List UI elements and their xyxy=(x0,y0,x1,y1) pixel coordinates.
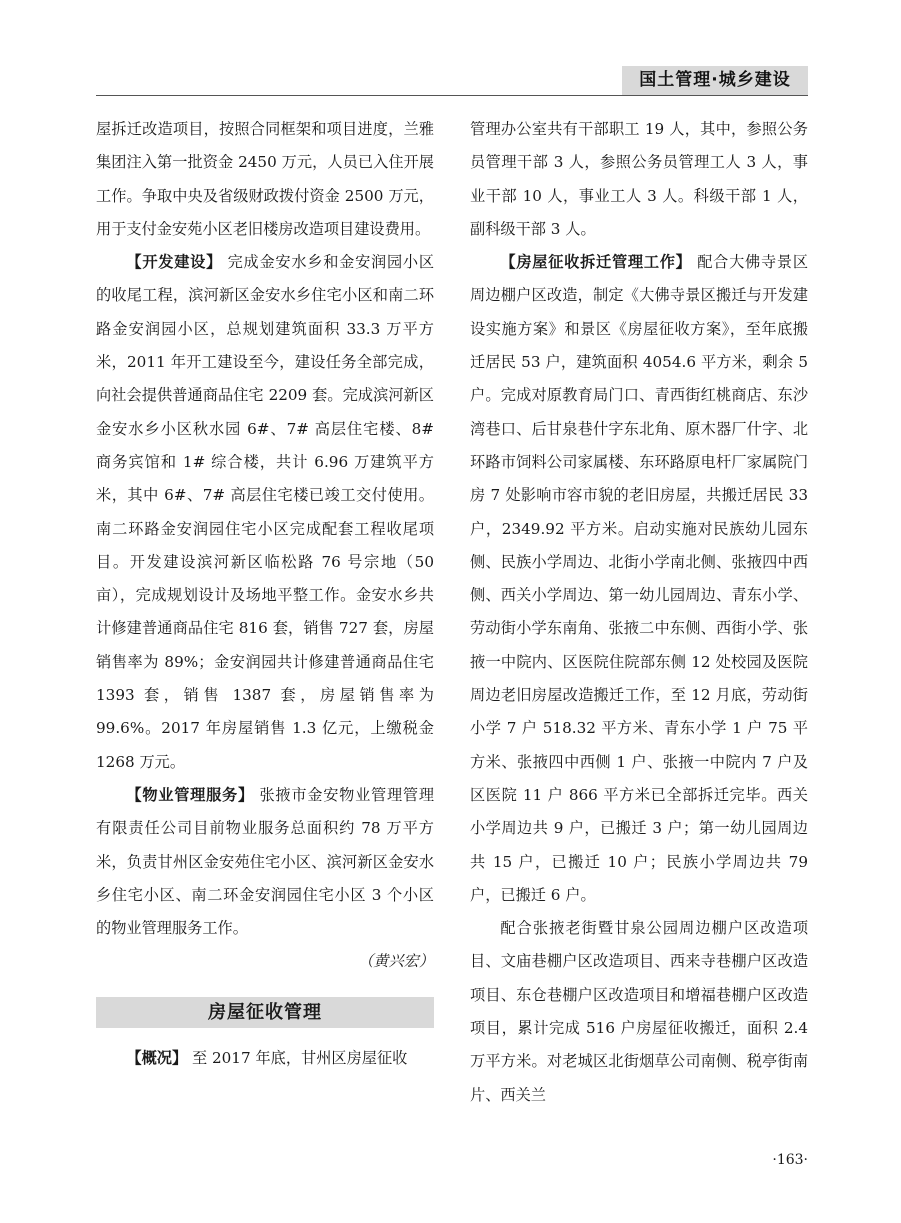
paragraph-staff: 管理办公室共有干部职工 19 人，其中，参照公务员管理干部 3 人，参照公务员管理工人 3 人，事业干部 10 人，事业工人 3 人。科级干部 1 人，副科级干部 3 人。 xyxy=(470,120,808,238)
section-heading: 房屋征收管理 xyxy=(96,997,434,1028)
keyword-development: 【开发建设】 xyxy=(126,253,223,272)
left-column xyxy=(96,113,434,1075)
spacer xyxy=(96,979,434,997)
paragraph-development xyxy=(96,246,434,779)
keyword-overview: 【概况】 xyxy=(126,1048,188,1067)
paragraph-property-management xyxy=(96,779,434,945)
keyword-property-management: 【物业管理服务】 xyxy=(126,785,254,804)
paragraph-property-management-text: 张掖市金安物业管理管理有限责任公司目前物业服务总面积约 78 万平方米，负责甘州区金安苑住宅小区、滨河新区金安水乡住宅小区、南二环金安润园住宅小区 3 个小区的物业管理服务工作。 xyxy=(96,785,435,938)
paragraph-overview-text: 至 2017 年底，甘州区房屋征收 xyxy=(187,1048,408,1067)
paragraph-continuation: 屋拆迁改造项目，按照合同框架和项目进度，兰雅集团注入第一批资金 2450 万元，人员已入住开展工作。争取中央及省级财政拨付资金 2500 万元，用于支付金安苑小区老旧楼房改造项目建设费用。 xyxy=(96,120,434,238)
keyword-expropriation: 【房屋征收拆迁管理工作】 xyxy=(500,253,692,272)
paragraph-development-text: 完成金安水乡和金安润园小区的收尾工程，滨河新区金安水乡住宅小区和南二环路金安润园小区，总规划建筑面积 33.3 万平方米，2011 年开工建设至今，建设任务全部完成，向社会提供普通商品住宅 2209 套。完成滨河新区金安水乡小区秋水园 6#、7# 高层住宅楼、8# 商务宾馆和 1# 综合楼，共计 6.96 万建筑平方米，其中 6#、7# 高层住宅楼已竣工交付使用。南二环路金安润园住宅小区完成配套工程收尾项目。开发建设滨河新区临松路 76 号宗地（50 亩），完成规划设计及场地平整工作。金安水乡共计修建普通商品住宅 816 套，销售 727 套，房屋销售率为 89%；金安润园共计修建普通商品住宅 1393 套，销售 1387 套，房屋销售率为 99.6%。2017 年房屋销售 1.3 亿元，上缴税金 1268 万元。 xyxy=(96,253,435,771)
page-number: ·163· xyxy=(772,1152,808,1168)
section-label: 国土管理·城乡建设 xyxy=(622,66,808,95)
paragraph-expropriation xyxy=(470,246,808,912)
paragraph-expropriation-text: 配合大佛寺景区周边棚户区改造，制定《大佛寺景区搬迁与开发建设实施方案》和景区《房屋征收方案》，至年底搬迁居民 53 户，建筑面积 4054.6 平方米，剩余 5 户。完成对原教育局门口、青西街红桃商店、东沙湾巷口、后甘泉巷什字东北角、原木器厂什字、北环路市饲料公司家属楼、东环路原电杆厂家属院门房 7 处影响市容市貌的老旧房屋，共搬迁居民 33 户，2349.92 平方米。启动实施对民族幼儿园东侧、民族小学周边、北街小学南北侧、张掖四中西侧、西关小学周边、第一幼儿园周边、青东小学、劳动街小学东南角、张掖二中东侧、西街小学、张掖一中院内、区医院住院部东侧 12 处校园及医院周边老旧房屋改造搬迁工作，至 12 月底，劳动街小学 7 户 518.32 平方米、青东小学 1 户 75 平方米、张掖四中西侧 1 户、张掖一中院内 7 户及区医院 11 户 866 平方米已全部拆迁完毕。西关小学周边共 9 户，已搬迁 3 户；第一幼儿园周边共 15 户，已搬迁 10 户；民族小学周边共 79 户，已搬迁 6 户。 xyxy=(470,253,809,904)
paragraph-overview xyxy=(96,1042,434,1075)
header-rule xyxy=(96,95,808,96)
right-column xyxy=(470,113,808,1112)
paragraph-shantytown: 配合张掖老街暨甘泉公园周边棚户区改造项目、文庙巷棚户区改造项目、西来寺巷棚户区改造项目、东仓巷棚户区改造项目和增福巷棚户区改造项目，累计完成 516 户房屋征收搬迁，面积 2.4 万平方米。对老城区北街烟草公司南侧、税亭街南片、西关兰 xyxy=(470,919,808,1104)
author-signature: （黄兴宏） xyxy=(358,952,434,971)
